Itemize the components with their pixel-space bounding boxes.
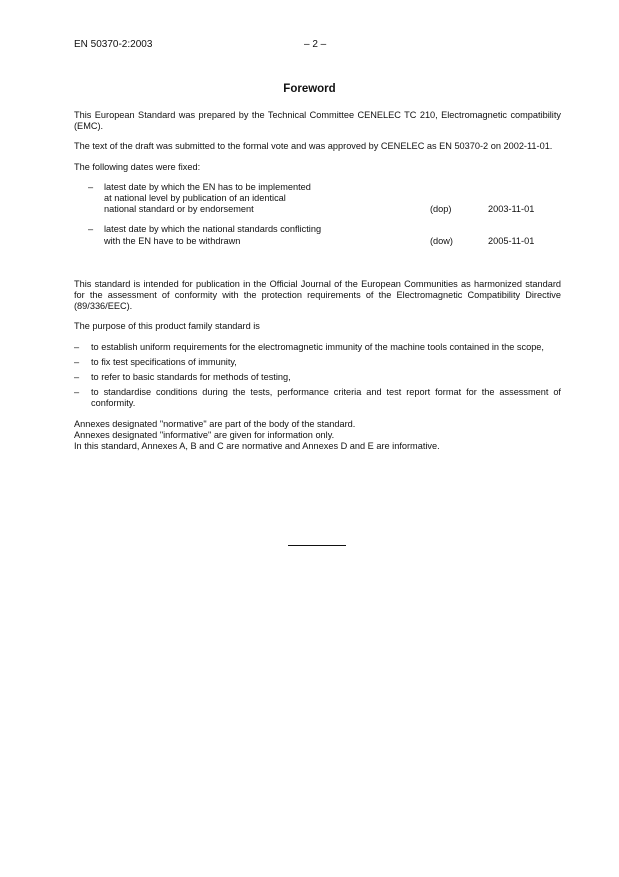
- list-dash: –: [88, 224, 94, 235]
- date-item-dop: [74, 182, 561, 216]
- date-value: 2003-11-01: [488, 204, 535, 215]
- date-description: [104, 182, 406, 216]
- list-item: [74, 357, 561, 368]
- list-dash: –: [74, 387, 80, 398]
- date-description-line: latest date by which the EN has to be implemented: [104, 181, 311, 192]
- date-description: [104, 224, 406, 246]
- dates-list: [74, 182, 561, 247]
- date-description-line: latest date by which the national standards conflicting: [104, 224, 322, 235]
- paragraph-official-journal: This standard is intended for publication in the Official Journal of the European Communities as harmonized standard for the assessment of conformity with the protection requirements of the Electromagnetic Compatibility Directive (89/336/EEC).: [74, 278, 561, 312]
- list-item-text: to standardise conditions during the tests, performance criteria and test report format for the assessment of conformity.: [91, 387, 561, 409]
- page-title: Foreword: [283, 83, 336, 95]
- document-id: EN 50370-2:2003: [74, 39, 153, 50]
- paragraph-dates-intro: The following dates were fixed:: [74, 161, 201, 172]
- date-value: 2005-11-01: [488, 235, 535, 246]
- list-dash: –: [88, 181, 94, 192]
- paragraph-purpose-intro: The purpose of this product family standard is: [74, 321, 260, 332]
- list-dash: –: [74, 341, 80, 352]
- date-description-line: national standard or by endorsement: [104, 204, 254, 215]
- list-item: [74, 387, 561, 409]
- closing-divider: [288, 545, 346, 546]
- annex-line: In this standard, Annexes A, B and C are normative and Annexes D and E are informative.: [74, 441, 440, 452]
- list-item: [74, 372, 561, 383]
- annex-line: Annexes designated "informative" are given for information only.: [74, 429, 335, 440]
- list-item-text: to fix test specifications of immunity,: [91, 356, 237, 367]
- annex-line: Annexes designated "normative" are part of the body of the standard.: [74, 418, 356, 429]
- date-description-line: with the EN have to be withdrawn: [104, 235, 241, 246]
- paragraph-draft-approval: The text of the draft was submitted to the formal vote and was approved by CENELEC as EN 50370-2 on 2002-11-01.: [74, 141, 553, 152]
- date-item-dow: [74, 224, 561, 246]
- document-body: [74, 110, 561, 452]
- date-abbreviation: (dow): [430, 235, 453, 246]
- list-item-text: to establish uniform requirements for the electromagnetic immunity of the machine tools contained in the scope,: [91, 341, 544, 352]
- list-item: [74, 342, 561, 353]
- list-dash: –: [74, 356, 80, 367]
- purpose-list: [74, 342, 561, 410]
- paragraph-technical-committee: This European Standard was prepared by the Technical Committee CENELEC TC 210, Electromagnetic compatibility (EMC).: [74, 110, 561, 132]
- date-description-line: at national level by publication of an identical: [104, 193, 286, 204]
- list-dash: –: [74, 372, 80, 383]
- page-number: – 2 –: [304, 39, 327, 50]
- annexes-note: [74, 419, 561, 453]
- list-item-text: to refer to basic standards for methods of testing,: [91, 372, 291, 383]
- date-abbreviation: (dop): [430, 204, 452, 215]
